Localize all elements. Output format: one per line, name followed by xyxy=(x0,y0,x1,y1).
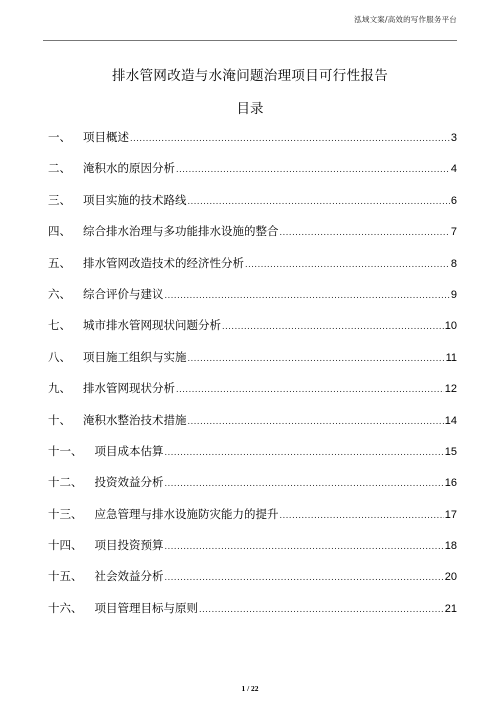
toc-entry[interactable] xyxy=(48,567,457,586)
toc-dot-leader xyxy=(188,192,450,211)
toc-heading: 目录 xyxy=(236,101,264,117)
toc-entry-page: 4 xyxy=(450,163,457,176)
toc-entry[interactable] xyxy=(48,254,457,273)
toc-entry-page: 16 xyxy=(444,477,457,490)
toc-entry-title: 投资效益分析 xyxy=(94,475,164,490)
toc-entry-page: 14 xyxy=(444,414,457,427)
toc-entry-title: 项目实施的技术路线 xyxy=(83,192,187,207)
toc-entry-title: 城市排水管网现状问题分析 xyxy=(83,318,221,333)
toc-entry-number: 八、 xyxy=(48,349,71,364)
toc-entry-number: 十五、 xyxy=(48,569,83,584)
toc-entry[interactable] xyxy=(48,442,457,461)
toc-dot-leader xyxy=(176,160,450,179)
toc-entry[interactable] xyxy=(48,128,457,147)
toc-dot-leader xyxy=(176,380,444,399)
toc-entry[interactable] xyxy=(48,285,457,304)
toc-entry-number: 三、 xyxy=(48,192,71,207)
toc-entry-number: 五、 xyxy=(48,255,71,270)
toc-entry[interactable] xyxy=(48,159,457,178)
toc-entry[interactable] xyxy=(48,191,457,210)
toc-dot-leader xyxy=(199,600,444,619)
header-divider xyxy=(43,40,457,41)
toc-entry-title: 项目成本估算 xyxy=(94,443,164,458)
toc-dot-leader xyxy=(280,223,450,242)
toc-dot-leader xyxy=(280,506,444,525)
toc-entry[interactable] xyxy=(48,536,457,555)
toc-dot-leader xyxy=(188,349,445,368)
toc-entry-title: 排水管网改造技术的经济性分析 xyxy=(83,255,244,270)
toc-entry-page: 3 xyxy=(450,132,457,144)
toc-entry-page: 11 xyxy=(445,351,457,364)
toc-entry-number: 九、 xyxy=(48,381,71,396)
toc-entry-title: 应急管理与排水设施防灾能力的提升 xyxy=(94,506,279,521)
toc-entry-page: 18 xyxy=(444,540,457,553)
toc-entry-page: 9 xyxy=(450,288,457,301)
toc-entry-page: 7 xyxy=(450,226,457,239)
toc-entry-number: 十二、 xyxy=(48,475,83,490)
toc-entry-page: 6 xyxy=(450,194,457,207)
toc-entry-title: 项目投资预算 xyxy=(94,538,164,553)
toc-entry-number: 四、 xyxy=(48,224,71,239)
toc-dot-leader xyxy=(165,474,444,493)
toc-entry[interactable] xyxy=(48,222,457,241)
toc-dot-leader xyxy=(130,129,450,148)
toc-entry-title: 社会效益分析 xyxy=(94,569,164,584)
toc-entry-title: 淹积水整治技术措施 xyxy=(83,412,187,427)
toc-entry-number: 二、 xyxy=(48,161,71,176)
toc-entry[interactable] xyxy=(48,379,457,398)
toc-entry-page: 15 xyxy=(444,445,457,458)
toc-dot-leader xyxy=(188,412,444,431)
table-of-contents xyxy=(48,128,457,630)
toc-entry-title: 淹积水的原因分析 xyxy=(83,161,175,176)
toc-entry-title: 综合评价与建议 xyxy=(83,286,164,301)
toc-entry[interactable] xyxy=(48,505,457,524)
page-header: 泓域文案/高效的写作服务平台 xyxy=(354,15,457,24)
toc-entry-title: 项目概述 xyxy=(83,130,129,144)
toc-entry-number: 十三、 xyxy=(48,506,83,521)
page-number-footer: 1 / 22 xyxy=(241,684,259,693)
toc-entry[interactable] xyxy=(48,473,457,492)
toc-dot-leader xyxy=(165,537,444,556)
toc-entry[interactable] xyxy=(48,316,457,335)
toc-dot-leader xyxy=(222,317,444,336)
toc-entry-number: 十六、 xyxy=(48,600,83,615)
toc-entry-page: 21 xyxy=(444,602,457,615)
toc-dot-leader xyxy=(245,255,450,274)
toc-dot-leader xyxy=(165,443,444,462)
toc-entry-title: 项目施工组织与实施 xyxy=(83,349,187,364)
toc-entry-number: 六、 xyxy=(48,286,71,301)
toc-dot-leader xyxy=(165,286,450,305)
toc-entry-number: 十四、 xyxy=(48,538,83,553)
toc-entry-page: 17 xyxy=(444,508,457,521)
toc-entry-number: 十、 xyxy=(48,412,71,427)
toc-entry-title: 项目管理目标与原则 xyxy=(94,600,198,615)
toc-entry-number: 七、 xyxy=(48,318,71,333)
toc-entry-page: 8 xyxy=(450,257,457,270)
toc-entry-number: 十一、 xyxy=(48,443,83,458)
toc-entry-page: 20 xyxy=(444,571,457,584)
toc-entry-title: 综合排水治理与多功能排水设施的整合 xyxy=(83,224,279,239)
document-title: 排水管网改造与水淹问题治理项目可行性报告 xyxy=(112,68,388,84)
toc-entry-page: 12 xyxy=(444,383,457,396)
toc-entry[interactable] xyxy=(48,411,457,430)
toc-entry-title: 排水管网现状分析 xyxy=(83,381,175,396)
toc-dot-leader xyxy=(165,568,444,587)
toc-entry-page: 10 xyxy=(444,320,457,333)
toc-entry[interactable] xyxy=(48,348,457,367)
toc-entry-number: 一、 xyxy=(48,130,71,144)
toc-entry[interactable] xyxy=(48,599,457,618)
